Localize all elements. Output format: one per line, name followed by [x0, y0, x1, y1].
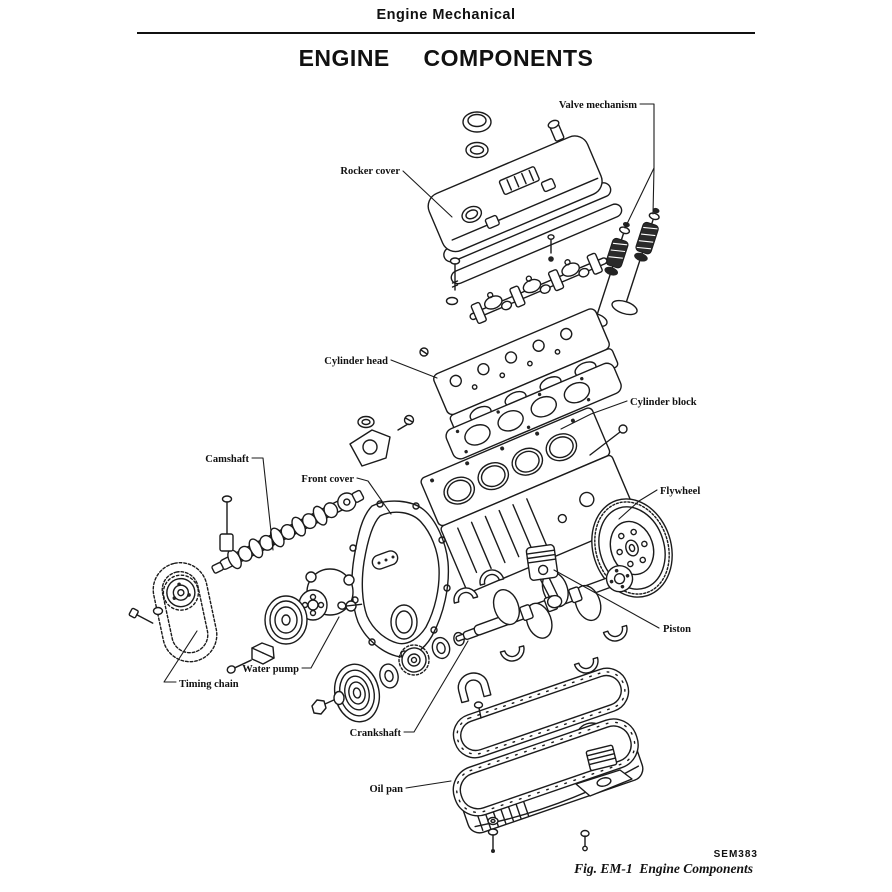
label-cylinder-head: Cylinder head	[324, 356, 388, 367]
pan-bolts-drawing	[488, 818, 498, 854]
oil-filler-cap-drawing	[463, 112, 491, 158]
section-header: Engine Mechanical	[376, 7, 516, 23]
camshaft-bolt-drawing	[220, 496, 233, 551]
figure-code: SEM383	[713, 849, 758, 860]
camshaft-drawing	[209, 485, 367, 579]
label-timing-chain: Timing chain	[179, 679, 239, 690]
label-water-pump: Water pump	[242, 664, 299, 675]
label-camshaft: Camshaft	[205, 454, 249, 465]
label-cylinder-block: Cylinder block	[630, 397, 697, 408]
water-pump-drawing	[265, 569, 361, 644]
label-flywheel: Flywheel	[660, 486, 701, 497]
figure-caption: Fig. EM-1 Engine Components	[574, 861, 753, 876]
label-piston: Piston	[663, 624, 692, 635]
water-outlet-drawing	[350, 417, 408, 467]
label-crankshaft: Crankshaft	[349, 728, 401, 739]
pulley-bolt-drawing	[312, 692, 344, 715]
label-oil-pan: Oil pan	[369, 784, 403, 795]
page-title: ENGINE COMPONENTS	[298, 45, 594, 71]
label-front-cover: Front cover	[301, 474, 354, 485]
front-cover-drawing	[350, 501, 450, 657]
label-valve-mechanism: Valve mechanism	[558, 100, 637, 111]
label-rocker-cover: Rocker cover	[340, 166, 400, 177]
